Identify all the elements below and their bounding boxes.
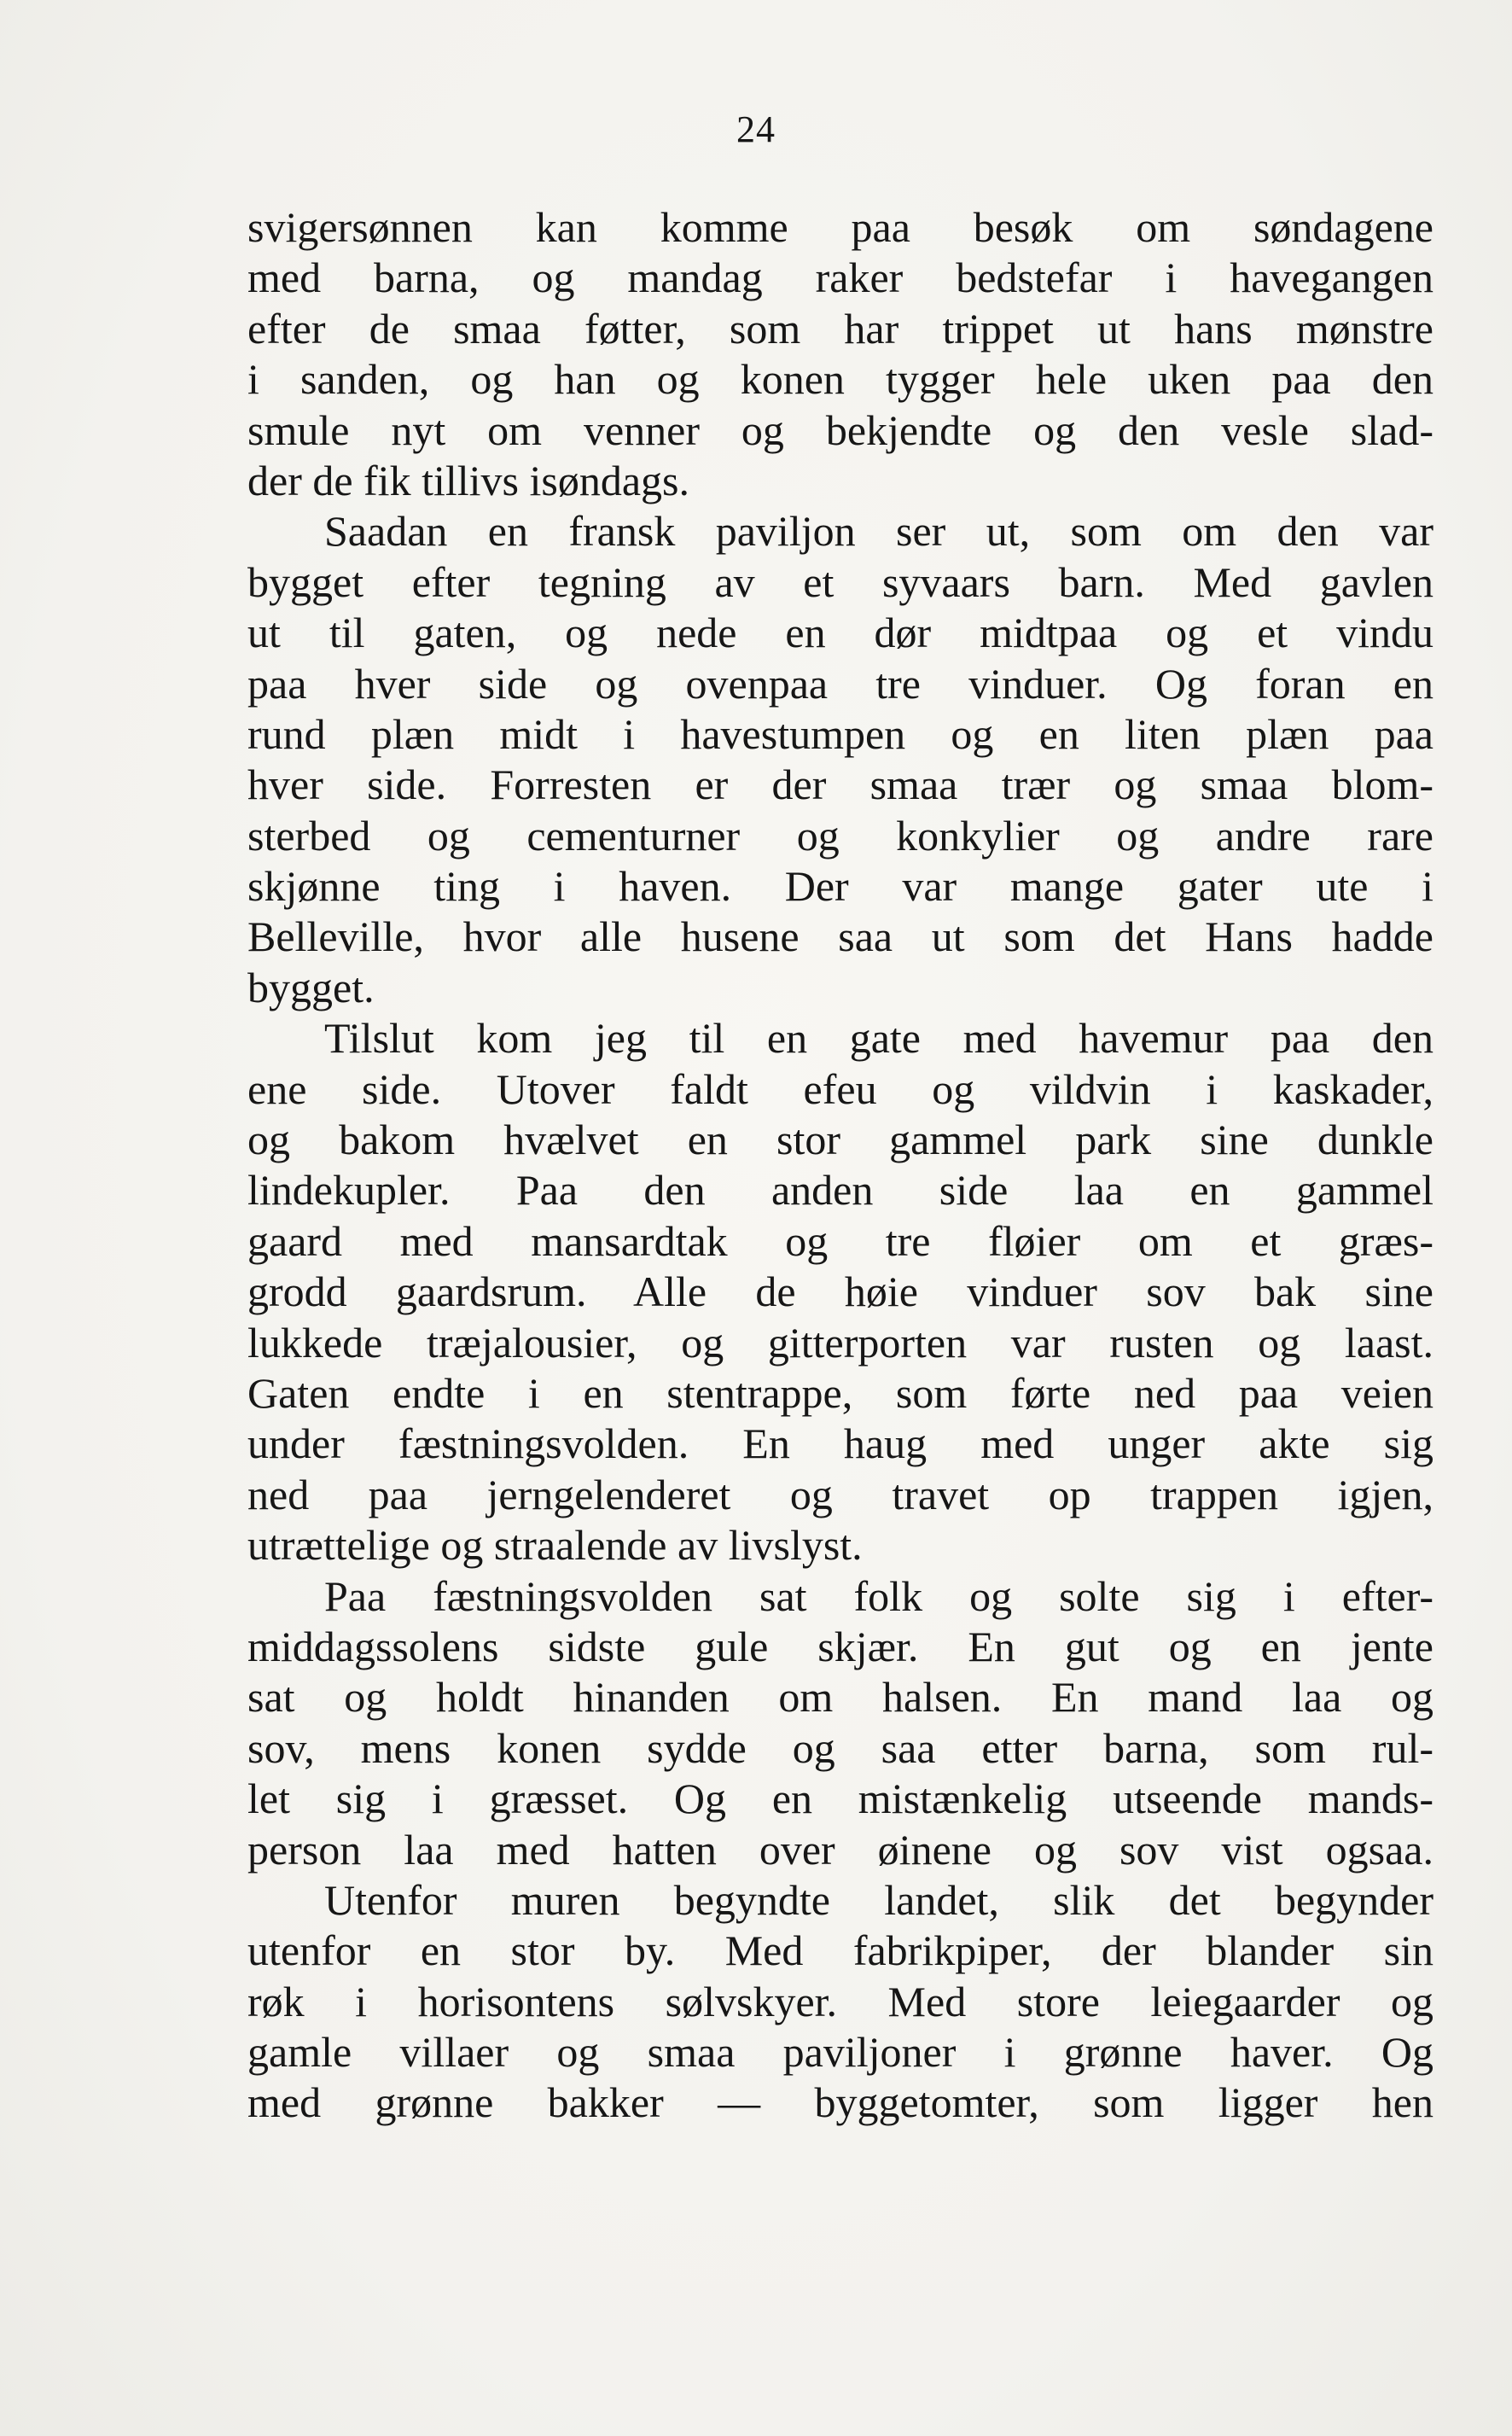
text-line: ned paa jerngelenderet og travet op trappen igjen, (247, 1470, 1433, 1518)
text-line: Belleville, hvor alle husene saa ut som det Hans hadde (247, 912, 1433, 961)
text-line: efter de smaa føtter, som har trippet ut hans mønstre (247, 304, 1433, 353)
text-line: smule nyt om venner og bekjendte og den vesle slad- (247, 405, 1433, 454)
text-line: lukkede træjalousier, og gitterporten var rusten og laast. (247, 1318, 1433, 1367)
text-line: sterbed og cementurner og konkylier og andre rare (247, 811, 1433, 860)
text-line: der de fik tillivs isøndags. (247, 456, 689, 504)
text-line: Gaten endte i en stentrappe, som førte ned paa veien (247, 1368, 1433, 1417)
text-line: paa hver side og ovenpaa tre vinduer. Og foran en (247, 659, 1433, 708)
text-line: Utenfor muren begyndte landet, slik det begynder (324, 1875, 1433, 1924)
text-line: under fæstningsvolden. En haug med unger akte sig (247, 1419, 1433, 1468)
text-line: og bakom hvælvet en stor gammel park sine dunkle (247, 1116, 1433, 1164)
text-line: ene side. Utover faldt efeu og vildvin i kaskader, (247, 1064, 1433, 1113)
text-line: skjønne ting i haven. Der var mange gater ute i (247, 862, 1433, 911)
text-line: utrættelige og straalende av livslyst. (247, 1521, 863, 1570)
text-line: sat og holdt hinanden om halsen. En mand laa og (247, 1673, 1433, 1722)
body-text (247, 202, 1433, 2129)
text-line: Paa fæstningsvolden sat folk og solte sig i efter- (324, 1571, 1433, 1620)
text-line: lindekupler. Paa den anden side laa en gammel (247, 1166, 1433, 1215)
text-line: med barna, og mandag raker bedstefar i havegangen (247, 254, 1433, 302)
text-line: bygget. (247, 963, 375, 1011)
text-line: ut til gaten, og nede en dør midtpaa og et vindu (247, 609, 1433, 657)
text-line: Tilslut kom jeg til en gate med havemur paa den (324, 1014, 1433, 1063)
text-line: person laa med hatten over øinene og sov vist ogsaa. (247, 1825, 1433, 1874)
text-line: middagssolens sidste gule skjær. En gut og en jente (247, 1622, 1433, 1670)
text-line: Saadan en fransk paviljon ser ut, som om den var (324, 507, 1433, 556)
text-line: med grønne bakker — byggetomter, som ligger hen (247, 2078, 1433, 2127)
text-line: hver side. Forresten er der smaa trær og smaa blom- (247, 761, 1433, 809)
text-line: utenfor en stor by. Med fabrikpiper, der blander sin (247, 1926, 1433, 1975)
text-line: svigersønnen kan komme paa besøk om søndagene (247, 203, 1433, 251)
text-line: let sig i græsset. Og en mistænkelig utseende mands- (247, 1775, 1433, 1823)
text-line: røk i horisontens sølvskyer. Med store leiegaarder og (247, 1977, 1433, 2025)
page-number: 24 (736, 108, 776, 150)
text-line: bygget efter tegning av et syvaars barn. Med gavlen (247, 557, 1433, 606)
text-line: sov, mens konen sydde og saa etter barna, som rul- (247, 1723, 1433, 1772)
text-line: gamle villaer og smaa paviljoner i grønne haver. Og (247, 2028, 1433, 2077)
text-line: i sanden, og han og konen tygger hele uken paa den (247, 355, 1433, 404)
text-line: rund plæn midt i havestumpen og en liten plæn paa (247, 709, 1433, 758)
text-line: gaard med mansardtak og tre fløier om et græs- (247, 1216, 1433, 1265)
text-line: grodd gaardsrum. Alle de høie vinduer sov bak sine (247, 1268, 1433, 1316)
